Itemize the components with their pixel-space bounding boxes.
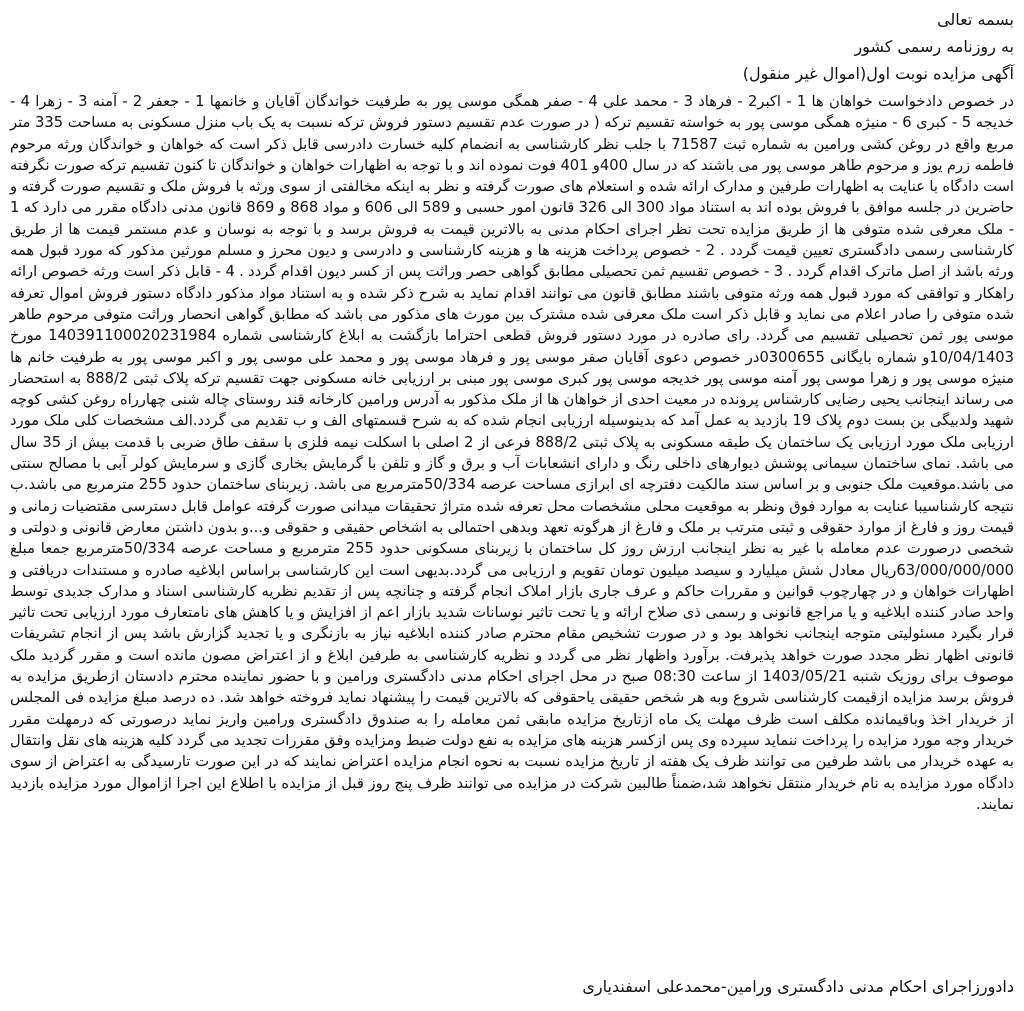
recipient-line: به روزنامه رسمی کشور <box>854 37 1014 56</box>
notice-heading: آگهی مزایده نوبت اول(اموال غیر منقول) <box>742 64 1014 83</box>
auction-notice-document <box>8 6 1016 1005</box>
signature-line: دادورزاجرای احکام مدنی دادگستری ورامین-محمدعلی اسفندیاری <box>582 977 1014 996</box>
greeting-line: بسمه تعالی <box>937 10 1014 29</box>
notice-body: در خصوص دادخواست خواهان ها 1 - اکبر2 - فرهاد 3 - محمد علی 4 - صفر همگی موسی پور به طرفیت خواندگان آقایان و خانمها 1 - جعفر 2 - آمنه 3 - زهرا 4 - خدیجه 5 - کبری 6 - منیژه همگی موسی پور به خواسته تقسیم ترکه ( در صورت عدم تقسیم دستور فروش ترکه نسبت به یک باب منزل مسکونی به مساحت 335 متر مربع واقع در روغن کشی ورامین به شماره ثبت 71587 با جلب نظر کارشناسی به انضمام کلیه خسارت دادرسی قابل ذکر است که خواهان و خواندگان ورثه مرحوم فاطمه زرم یوز و مرحوم طاهر موسی پور می باشند که در سال 400و 401 فوت نموده اند و با توجه به اظهارات خواهان و خواندگان تا کنون تقسیم ترکه صورت نگرفته است دادگاه با عنایت به اظهارات طرفین و مدارک ارائه شده و استعلام های صورت گرفته و نظر به اینکه مخالفتی از سوی ورثه با فروش ملک و تقسیم صورت گرفته و حاضرین در جلسه موافق با فروش بوده اند به استناد مواد 300 الی 326 قانون امور حسبی و 589 الی 606 و مواد 868 و 869 قانون مدنی دادگاه مقرر می دارد که 1 - ملک معرفی شده متوفی ها از طریق مزایده تحت نظر اجرای احکام مدنی به بالاترین قیمت به فروش برسد و با توجه به نوسان و عدم مستمر قیمت ها از طریق کارشناسی رسمی دادگستری تعیین قیمت گردد . 2 - خصوص پرداخت هزینه ها و هزینه کارشناسی و دادرسی و دیون محرز و مسلم مورثین مذکور که مورد قبول همه ورثه باشد از اصل ماترک اقدام گردد . 3 - خصوص تقسیم ثمن تحصیلی مطابق گواهی حصر وراثت پس از کسر دیون اقدام گردد . 4 - قابل ذکر است ورثه خصوص ارائه راهکار و توافقی که مورد قبول همه ورثه متوفی باشند مطابق قانون می توانند اقدام نماید به شرح ذکر شده و به استناد مواد مذکور دادگاه دستور فروش اموال تعرفه شده متوفی را صادر اعلام می نماید و قابل ذکر است ملک معرفی شده مشترک بین مورث های مذکور می باشد که مطابق گواهی انحصار وراثت متوفی مرحوم طاهر موسی پور ثمن تحصیلی تقسیم می گردد. رای صادره در مورد دستور فروش قطعی احتراما بازگشت به ابلاغ کارشناسی شماره 140391100020231984 مورخ 10/04/1403و شماره بایگانی 0300655در خصوص دعوی آقایان صفر موسی پور و فرهاد موسی پور و محمد علی موسی پور و اکبر موسی پور به طرفیت خانم ها منیژه موسی پور و زهرا موسی پور آمنه موسی پور خدیجه موسی پور کبری موسی پور مبنی بر ارزیابی خانه مسکونی جهت تقسیم ترکه پلاک ثبتی 888/2 به استحضار می رساند اینجانب یحیی رضایی کارشناس پرونده در معیت احدی از خواهان ها از ملک مذکور به آدرس ورامین کارخانه قند روستای چاله شنی چهارراه روغن کشی کوچه شهید ولدبیگی بن بست دوم پلاک 19 بازدید به عمل آمد که بدینوسیله ارزیابی انجام شده که به شرح قسمتهای الف و ب تقدیم می گردد.الف مشخصات کلی ملک مورد ارزیابی ملک مورد ارزیابی یک ساختمان یک طبقه مسکونی به پلاک ثبتی 888/2 فرعی از 2 اصلی با اسکلت نیمه فلزی با سقف طاق ضربی با قدمت بیش از 35 سال می باشد. نمای ساختمان سیمانی پوشش دیوارهای داخلی رنگ و دارای انشعابات آب و برق و گاز و تلفن با گرمایش بخاری گازی و سرمایش کولر آبی با مصالح سنتی می باشد.موقعیت ملک جنوبی و بر اساس سند مالکیت دفترچه ای ابرازی مساحت عرصه 50/334مترمربع می باشد. زیربنای ساختمان حدود 255 مترمربع می باشد.ب نتیجه کارشناسیبا عنایت به موارد فوق ونظر به موقعیت محلی مشخصات محل تعرفه شده متراژ تحقیقات میدانی صورت گرفته عوامل قابل دسترسی مقتضیات زمانی و قیمت روز و فارغ از موارد حقوقی و ثبتی مترتب بر ملک و فارغ از هرگونه تعهد وبدهی احتمالی به اشخاص حقیقی و حقوقی و...و بدون داشتن معارض قانونی و دولتی و شخصی درصورت عدم معامله با غیر به نظر اینجانب ارزش روز کل ساختمان با زیربنای مسکونی حدود 255 مترمربع و مساحت عرصه 50/334مترمربع جمعا مبلغ 63/000/000/000ریال معادل شش میلیارد و سیصد میلیون تومان تقویم و ارزیابی می گردد.بدیهی است این کارشناسی براساس ابلاغیه صادره و مستندات دریافتی و اظهارات خواهان و در چهارچوب قوانین و مقررات حاکم و عرف جاری بازار املاک انجام گرفته و چنانچه پس از تقدیم نظریه کارشناسی اسناد و مدارک جدیدی توسط واحد صادر کننده ابلاغیه و یا مراجع قانونی و رسمی ذی صلاح ارائه و یا تحت تاثیر نوسانات شدید بازار اعم از افزایش و یا کاهش های نامتعارف مورد ارزیابی تحت تاثیر قرار بگیرد مسئولیتی متوجه اینجانب نخواهد بود و در صورت تشخیص مقام محترم صادر کننده ابلاغیه نیاز به بازنگری و یا تجدید گزارش باشد پس از انجام تشریفات قانونی اظهار نظر مجدد صورت خواهد پذیرفت. برآورد واظهار نظر می گردد و نظریه کارشناسی به طرفین ابلاغ و از اعتراض مصون مانده است و مقرر گردید ملک موصوف برای روزیک شنبه 1403/05/21 از ساعت 08:30 صبح در محل اجرای احکام مدنی دادگستری ورامین و با حضور نماینده محترم دادستان ازطریق مزایده به فروش برسد مزایده ازقیمت کارشناسی شروع وبه هر شخص حقیقی یاحقوقی که بالاترین قیمت را پیشنهاد نماید فروخته خواهد شد. ده درصد مبلغ مزایده فی المجلس از خریدار اخذ وباقیمانده مکلف است ظرف مهلت یک ماه ازتاریخ مزایده مابقی ثمن معامله را به صندوق دادگستری ورامین واریز نماید درصورتی که درمهلت مقرر خریدار وجه مورد مزایده را پرداخت ننماید سپرده وی پس ازکسر هزینه های مزایده به نفع دولت ضبط ومزایده وفق مقررات تجدید می گردد کلیه هزینه های نقل وانتقال به عهده خریدار می باشد طرفین می توانند ظرف یک هفته از تاریخ مزایده نسبت به نحوه انجام مزایده اعتراض نمایند که در این صورت تارسیدگی به اعتراض از سوی دادگاه مورد مزایده به نام خریدار منتقل نخواهد شد،ضمناً طالبین شرکت در مزایده می توانند ظرف پنج روز قبل از مزایده با اطلاع این اجرا ازاموال مورد مزایده بازدید نمایند. <box>10 93 1015 813</box>
